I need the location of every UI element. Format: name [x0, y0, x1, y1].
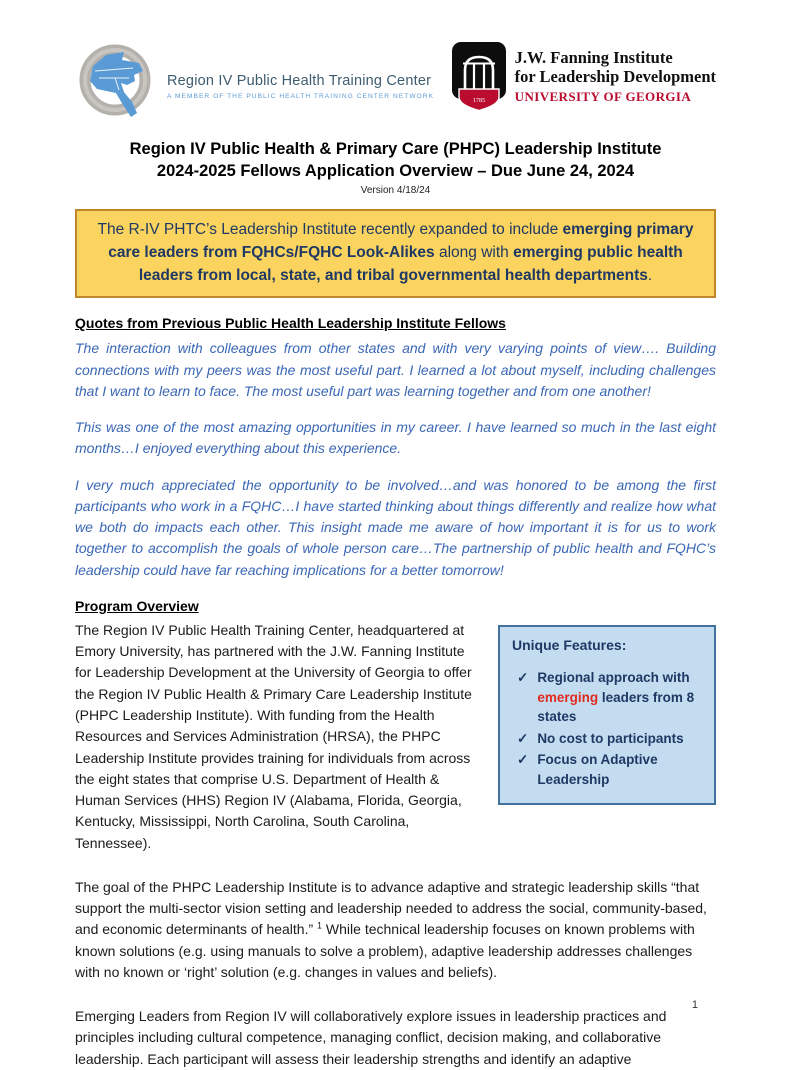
feature-segment: Regional approach with — [537, 669, 690, 685]
unique-features-item-text — [537, 668, 702, 727]
document-title-line2: 2024-2025 Fellows Application Overview – Due June 24, 2024 — [156, 162, 635, 181]
program-overview-heading: Program Overview — [75, 597, 199, 614]
checkmark-icon: ✓ — [517, 669, 529, 685]
expansion-highlight-box — [75, 209, 716, 299]
version-label: Version 4/18/24 — [360, 184, 431, 196]
goal-text-after-footnote: While technical leadership focuses on known problems with known solutions (e.g. using manuals to solve a problem), adaptive leadership addresses challenges with no known or ‘right’ solution (e.g. changes in values and beliefs). — [75, 921, 695, 980]
region-iv-map-icon — [75, 38, 159, 122]
highlight-segment: The R-IV PHTC’s Leadership Institute recently expanded to include — [97, 220, 563, 238]
unique-features-box — [498, 625, 716, 805]
fellow-quote-3: I very much appreciated the opportunity to be involved…and was honored to be among the first participants who work in a FQHC…I have started thinking about things differently and realize how what we both do impacts each other. This insight made me aware of how important it is for us to work together to accomplish the goals of whole person care…The partnership of public health and FQHC’s leadership could have far reaching implications for a better tomorrow! — [75, 476, 716, 578]
quotes-section-heading: Quotes from Previous Public Health Leadership Institute Fellows — [75, 315, 506, 332]
feature-segment: leaders from 8 states — [537, 689, 695, 725]
phtc-logo — [75, 38, 434, 122]
goal-text-before-footnote: The goal of the PHPC Leadership Institute is to advance adaptive and strategic leadership skills “that support the multi-sector vision setting and leadership needed to address the social, community-based, and economic determinants of health.” — [75, 878, 707, 938]
header — [75, 38, 716, 122]
fellow-quote-1: The interaction with colleagues from other states and with very varying points of view…. Building connections with my peers was the most useful part. I learned a lot about myself, including challenges that I want to learn to face. The most useful part was learning together and from one another! — [75, 340, 716, 399]
unique-features-list — [512, 668, 702, 789]
phtc-logo-tagline: A MEMBER OF THE PUBLIC HEALTH TRAINING CENTER NETWORK — [167, 92, 435, 100]
unique-features-item — [512, 729, 702, 749]
highlight-segment-bold: emerging public health leaders from local, state, and tribal governmental health departments — [138, 243, 683, 285]
document-title-line1: Region IV Public Health & Primary Care (PHPC) Leadership Institute — [129, 140, 662, 158]
feature-segment-emerging: emerging — [537, 689, 599, 705]
program-overview-intro: The Region IV Public Health Training Center, headquartered at Emory University, has partnered with the J.W. Fanning Institute for Leadership Development at the University of Georgia to offer the Region IV Public Health & Primary Care Leadership Institute (PHPC Leadership Institute). With funding from the Health Resources and Services Administration (HRSA), the PHPC Leadership Institute provides training for individuals from across the eight states that comprise U.S. Department of Health & Human Services (HHS) Region IV (Alabama, Florida, Georgia, Kentucky, Mississippi, North Carolina, South Carolina, Tennessee). — [75, 621, 472, 851]
unique-features-item-text: No cost to participants — [537, 730, 684, 746]
uga-arch-icon — [452, 42, 506, 112]
emerging-leaders-paragraph: Emerging Leaders from Region IV will collaboratively explore issues in leadership practices and principles including cultural competence, managing conflict, decision making, and collaborative leadership. Each participant will assess their leadership strengths and identify an adaptive — [75, 1008, 667, 1067]
footnote-reference-1: 1 — [317, 920, 323, 931]
program-overview-row — [75, 620, 716, 854]
highlight-segment: along with — [434, 243, 514, 261]
highlight-segment-bold: emerging primary care leaders from FQHCs/FQHC Look-Alikes — [108, 220, 694, 261]
fanning-logo — [452, 38, 716, 112]
fellow-quote-2: This was one of the most amazing opportunities in my career. I have learned so much in the last eight months…I enjoyed everything about this experience. — [75, 419, 716, 457]
university-of-georgia-label: UNIVERSITY OF GEORGIA — [514, 89, 692, 105]
arch-year-label: 1785 — [472, 97, 485, 104]
unique-features-item-text: Focus on Adaptive Leadership — [537, 752, 658, 787]
phtc-logo-text — [167, 61, 434, 100]
fanning-line2: for Leadership Development — [514, 66, 716, 86]
unique-features-title: Unique Features: — [512, 636, 627, 653]
unique-features-item — [512, 668, 702, 727]
title-block — [75, 138, 716, 196]
checkmark-icon: ✓ — [517, 730, 529, 746]
checkmark-icon: ✓ — [517, 752, 529, 768]
highlight-segment: . — [647, 267, 653, 285]
goal-paragraph — [75, 877, 716, 983]
fanning-line1: J.W. Fanning Institute — [514, 47, 673, 67]
phtc-logo-title: Region IV Public Health Training Center — [167, 72, 432, 89]
fanning-logo-text — [515, 49, 716, 106]
page-number: 1 — [691, 999, 698, 1011]
unique-features-item — [512, 750, 702, 789]
